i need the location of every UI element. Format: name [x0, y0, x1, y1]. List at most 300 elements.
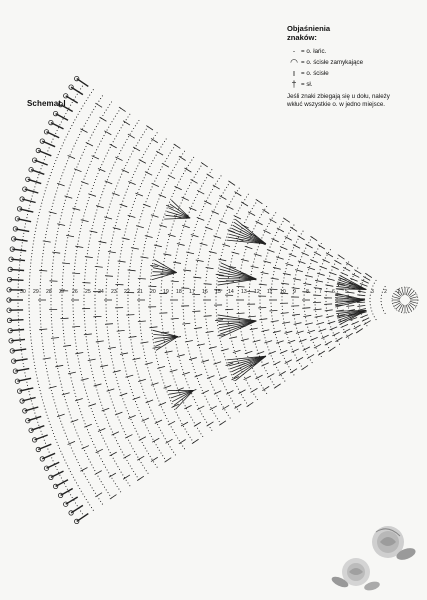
legend-title: [287, 24, 423, 42]
stitch-mark: [171, 318, 179, 319]
stitch-mark: [331, 266, 338, 269]
stitch-mark: [95, 493, 102, 497]
stitch-mark: [120, 204, 128, 207]
stitch-mark: [346, 305, 354, 306]
stitch-mark: [168, 421, 175, 425]
stitch-mark: [253, 340, 261, 342]
stitch-mark: [110, 495, 117, 499]
stitch-mark: [171, 281, 179, 282]
fan-stitch: [234, 222, 266, 244]
stitch-mark: [310, 236, 317, 240]
stitch-mark: [318, 351, 325, 355]
stitch-mark: [75, 246, 83, 247]
stitch-mark: [305, 323, 313, 325]
stitch-mark: [145, 362, 153, 364]
stitch-mark: [315, 280, 323, 282]
row-number-label: 23: [111, 289, 117, 295]
stitch-mark: [125, 435, 132, 439]
stitch-mark: [394, 303, 401, 307]
stitch-mark: [98, 169, 105, 172]
stitch-mark: [251, 388, 258, 392]
fan-stitch: [218, 315, 257, 321]
stitch-mark: [410, 297, 418, 299]
stitch-mark: [197, 217, 204, 220]
stitch-mark: [229, 337, 237, 339]
stitch-mark: [251, 266, 259, 268]
row-number-label: 4: [358, 289, 361, 295]
stitch-mark: [259, 284, 267, 285]
stitch-mark: [85, 257, 93, 258]
fan-stitch: [234, 356, 266, 378]
row-number-label: 29: [33, 289, 39, 295]
stitch-mark: [120, 353, 128, 355]
stitch-mark: [137, 456, 144, 460]
stitch-mark: [100, 117, 107, 121]
stitch-mark: [119, 107, 126, 111]
stitch-mark: [194, 328, 202, 329]
stitch-mark: [194, 422, 201, 426]
stitch-mark: [314, 309, 322, 310]
stitch-mark: [51, 337, 59, 338]
stitch-mark: [141, 342, 149, 343]
stitch-mark: [43, 358, 51, 359]
stitch-mark: [123, 454, 130, 458]
stitch-mark: [139, 437, 146, 441]
stitch-mark: [66, 235, 74, 237]
legend-item: [287, 57, 423, 68]
stitch-mark: [205, 227, 213, 230]
legend-item-text: = sł.: [301, 81, 313, 88]
stitch-mark: [283, 218, 290, 222]
stitch-mark: [72, 273, 80, 274]
stitch-mark: [354, 270, 361, 274]
stitch-mark: [165, 458, 172, 462]
stitch-mark: [271, 321, 279, 322]
row-number-label: 1: [397, 289, 400, 295]
stitch-mark: [204, 284, 212, 285]
stitch-mark: [268, 351, 275, 354]
fan-stitch: [218, 318, 257, 321]
stitch-mark: [281, 283, 289, 284]
row-number-label: 18: [176, 289, 182, 295]
stitch-mark: [247, 402, 254, 406]
legend: [287, 24, 423, 109]
arc-icon: ◠: [290, 57, 298, 67]
stitch-mark: [262, 386, 269, 390]
row-number-label: 7: [319, 289, 322, 295]
fan-stitch: [218, 279, 257, 282]
stitch-mark: [406, 287, 408, 295]
stitch-mark: [115, 412, 122, 415]
stitch-mark: [179, 440, 186, 444]
stitch-mark: [409, 294, 416, 298]
legend-note: Jeśli znaki zbiegają się u dołu, należy wkłuć wszystkie o. w jedno miejsce.: [287, 93, 390, 108]
stitch-mark: [62, 393, 70, 395]
stitch-mark: [221, 349, 229, 351]
stitch-mark: [185, 341, 193, 343]
row-number-label: 9: [293, 289, 296, 295]
stitch-mark: [294, 323, 302, 325]
stitch-mark: [354, 325, 361, 329]
stitch-mark: [128, 270, 136, 271]
roses-decoration: [328, 520, 423, 595]
stitch-mark: [301, 365, 308, 369]
stitch-mark: [248, 316, 256, 317]
stitch-mark: [82, 446, 89, 449]
stitch-mark: [154, 245, 162, 247]
stitch-mark: [365, 273, 372, 277]
stitch-mark: [81, 181, 89, 184]
stitch-mark: [95, 103, 102, 107]
stitch-mark: [186, 252, 194, 254]
stitch-mark: [133, 147, 140, 151]
stitch-mark: [143, 204, 151, 207]
legend-item: [287, 79, 423, 90]
stitch-mark: [328, 321, 336, 323]
stitch-mark: [409, 291, 415, 297]
stitch-mark: [408, 289, 412, 296]
stitch-mark: [351, 321, 358, 324]
stitch-mark: [163, 254, 171, 256]
row-number-label: 30: [20, 289, 26, 295]
stitch-mark: [207, 376, 214, 379]
stitch-mark: [282, 322, 290, 324]
stitch-mark: [157, 366, 165, 368]
stitch-mark: [206, 331, 214, 332]
stitch-mark: [273, 267, 281, 269]
row-number-label: 17: [189, 289, 195, 295]
stitch-mark: [329, 347, 336, 351]
stitch-mark: [128, 134, 135, 138]
stitch-mark: [145, 236, 153, 238]
stitch-mark: [177, 244, 185, 246]
stitch-mark: [392, 301, 400, 303]
stitch-mark: [234, 215, 241, 219]
stitch-mark: [341, 324, 348, 327]
stitch-mark: [162, 163, 169, 167]
stitch-mark: [408, 304, 412, 311]
stitch-mark: [256, 199, 263, 203]
stitch-mark: [325, 310, 333, 311]
row-number-label: 10: [280, 289, 286, 295]
stitch-mark: [219, 196, 226, 200]
legend-title-line2: znaków:: [287, 33, 317, 42]
legend-item-text: = o. łańc.: [301, 48, 327, 55]
stitch-mark: [214, 391, 221, 395]
stitch-mark: [310, 259, 317, 262]
stitch-mark: [100, 365, 108, 367]
stitch-mark: [149, 327, 157, 328]
dot-icon: ·: [292, 46, 296, 56]
stitch-mark: [89, 231, 97, 233]
stitch-mark: [152, 438, 159, 442]
stitch-mark: [237, 286, 245, 287]
row-number-label: 28: [46, 289, 52, 295]
stitch-mark: [321, 335, 328, 338]
chain-row: [183, 176, 221, 424]
row-number-label: 21: [137, 289, 143, 295]
stitch-mark: [350, 278, 357, 281]
stitch-mark: [138, 321, 146, 322]
stitch-mark: [81, 378, 89, 380]
stitch-mark: [290, 227, 297, 231]
stitch-mark: [319, 266, 326, 269]
stitch-mark: [152, 183, 159, 186]
stitch-mark: [259, 319, 267, 320]
stitch-mark: [316, 322, 324, 324]
stitch-mark: [136, 226, 144, 228]
stitch-mark: [209, 347, 217, 349]
stitch-mark: [177, 355, 185, 357]
stitch-mark: [219, 421, 226, 425]
stitch-mark: [96, 341, 104, 342]
stitch-mark: [84, 424, 91, 427]
chain-row: [194, 182, 230, 418]
stitch-mark: [55, 365, 63, 367]
stitch-mark: [95, 266, 103, 267]
row-number-label: 27: [59, 289, 65, 295]
row-number-label: 13: [241, 289, 247, 295]
stitch-mark: [118, 261, 126, 262]
stitch-mark: [273, 362, 280, 366]
stitch-mark: [267, 374, 274, 378]
chain-row: [128, 145, 175, 455]
stitch-mark: [49, 386, 57, 388]
stitch-mark: [302, 308, 310, 309]
stitch-mark: [396, 304, 402, 310]
stitch-mark: [131, 248, 139, 250]
stitch-mark: [298, 261, 306, 264]
stitch-mark: [360, 315, 367, 318]
stitch-mark: [192, 439, 199, 443]
stitch-mark: [117, 330, 125, 331]
stitch-mark: [280, 350, 287, 353]
stitch-mark: [306, 244, 313, 248]
stitch-mark: [334, 260, 341, 264]
stitch-mark: [88, 359, 96, 361]
stitch-mark: [132, 358, 140, 360]
stitch-mark: [52, 252, 60, 253]
stitch-mark: [183, 270, 191, 271]
legend-item: [287, 46, 423, 57]
stitch-mark: [62, 263, 70, 264]
stitch-mark: [257, 352, 265, 355]
short-bar-icon: ı: [292, 68, 296, 78]
stitch-mark: [310, 337, 317, 340]
stitch-mark: [296, 357, 303, 361]
stitch-mark: [292, 314, 300, 315]
stitch-mark: [245, 246, 253, 249]
stitch-mark: [49, 212, 57, 214]
stitch-mark: [99, 241, 107, 243]
chain-row: [161, 164, 203, 437]
stitch-mark: [261, 272, 269, 274]
stitch-mark: [402, 287, 404, 295]
stitch-mark: [175, 186, 182, 190]
row-number-label: 5: [345, 289, 348, 295]
stitch-mark: [129, 336, 137, 337]
stitch-mark: [213, 362, 221, 365]
stitch-mark: [137, 476, 144, 480]
legend-item-text: = o. ścisłe zamykające: [301, 59, 364, 66]
row-number-label: 19: [163, 289, 169, 295]
stitch-mark: [88, 404, 96, 407]
stitch-mark: [336, 337, 343, 341]
rose-icon: [330, 558, 381, 592]
row-number-label: 11: [267, 289, 273, 295]
row-number-label: 24: [98, 289, 104, 295]
stitch-mark: [113, 228, 121, 230]
stitch-mark: [197, 344, 205, 346]
chain-row: [370, 280, 376, 319]
stitch-mark: [201, 162, 208, 166]
fan-stitch: [156, 337, 178, 351]
stitch-mark: [184, 168, 191, 172]
row-number-label: 26: [72, 289, 78, 295]
stitch-mark: [237, 313, 245, 314]
stitch-mark: [88, 194, 96, 197]
stitch-mark: [267, 250, 275, 253]
stitch-mark: [138, 278, 146, 279]
stitch-mark: [125, 375, 133, 377]
stitch-mark: [81, 220, 89, 222]
stitch-mark: [206, 267, 214, 268]
stitch-mark: [317, 273, 325, 275]
stitch-mark: [138, 379, 146, 381]
row-number-label: 3: [371, 289, 374, 295]
stitch-mark: [261, 330, 269, 332]
stitch-mark: [213, 236, 221, 239]
stitch-mark: [269, 310, 277, 311]
stitch-mark: [241, 339, 249, 341]
stitch-mark: [75, 353, 83, 354]
stitch-mark: [173, 262, 181, 263]
stitch-mark: [174, 144, 181, 148]
stitch-mark: [193, 277, 201, 278]
stitch-mark: [357, 305, 365, 306]
stitch-mark: [72, 326, 80, 327]
stitch-mark: [392, 297, 400, 299]
stitch-mark: [263, 261, 271, 263]
stitch-mark: [43, 241, 51, 242]
stitch-mark: [402, 305, 404, 313]
stitch-mark: [338, 255, 345, 259]
rose-icon: [372, 526, 417, 562]
stitch-mark: [327, 278, 335, 280]
stitch-mark: [75, 399, 83, 401]
stitch-mark: [63, 345, 71, 346]
row-number-label: 20: [150, 289, 156, 295]
stitch-mark: [315, 316, 323, 318]
stitch-mark: [410, 301, 418, 303]
stitch-mark: [108, 347, 116, 348]
row-number-label: 15: [215, 289, 221, 295]
row-number-label: 6: [332, 289, 335, 295]
stitch-mark: [39, 270, 47, 271]
row-number-label: 25: [85, 289, 91, 295]
fan-stitch: [218, 279, 257, 285]
row-number-label: 22: [124, 289, 130, 295]
stitch-mark: [406, 305, 408, 313]
stitch-mark: [218, 259, 226, 261]
stitch-mark: [105, 276, 113, 277]
stitch-mark: [123, 121, 130, 125]
stitch-mark: [189, 358, 197, 360]
stitch-mark: [241, 259, 249, 261]
stitch-mark: [146, 126, 153, 130]
stitch-mark: [150, 265, 158, 266]
stitch-mark: [204, 316, 212, 317]
stitch-mark: [341, 272, 348, 275]
stitch-mark: [95, 471, 102, 475]
stitch-mark: [179, 156, 186, 160]
stitch-mark: [325, 285, 333, 287]
stitch-mark: [307, 354, 314, 358]
stitch-mark: [197, 406, 204, 410]
legend-title-line1: Objaśnienia: [287, 24, 331, 33]
stitch-mark: [273, 331, 281, 333]
stitch-mark: [123, 475, 130, 479]
stitch-mark: [57, 224, 65, 226]
stitch-mark: [326, 316, 334, 318]
stitch-mark: [128, 215, 136, 217]
stitch-mark: [68, 372, 76, 374]
stitch-mark: [281, 313, 289, 314]
stitch-mark: [329, 272, 337, 275]
schema-title: Schemat I: [27, 99, 66, 108]
stitch-mark: [113, 370, 121, 372]
stitch-mark: [84, 334, 92, 335]
stitch-mark: [86, 142, 93, 146]
stitch-mark: [133, 397, 141, 400]
stitch-mark: [241, 202, 248, 206]
row-number-label: 12: [254, 289, 260, 295]
stitch-mark: [108, 251, 116, 252]
stitch-mark: [96, 206, 104, 208]
stitch-mark: [356, 329, 363, 333]
stitch-mark: [298, 236, 305, 240]
stitch-mark: [274, 384, 281, 388]
stitch-mark: [39, 329, 47, 330]
stitch-mark: [122, 238, 130, 240]
legend-item: [287, 68, 423, 79]
stitch-mark: [197, 190, 204, 194]
stitch-mark: [318, 245, 325, 249]
stitch-mark: [293, 279, 301, 281]
stitch-mark: [280, 246, 287, 249]
stitch-mark: [156, 151, 163, 155]
stitch-mark: [168, 175, 175, 179]
stitch-mark: [245, 351, 253, 354]
stitch-mark: [104, 217, 112, 219]
cross-stitch-icon: †: [291, 79, 297, 89]
stitch-mark: [262, 209, 269, 213]
stitch-mark: [141, 257, 149, 258]
stitch-mark: [305, 275, 313, 277]
stitch-mark: [215, 320, 223, 321]
stitch-mark: [182, 323, 190, 324]
stitch-mark: [191, 179, 198, 183]
stitch-mark: [303, 315, 311, 316]
stitch-mark: [290, 369, 297, 373]
stitch-mark: [139, 160, 146, 164]
stitch-mark: [207, 174, 214, 178]
chain-row: [51, 102, 112, 498]
stitch-mark: [209, 251, 217, 253]
stitch-mark: [409, 303, 416, 307]
stitch-mark: [303, 283, 311, 284]
row-number-label: 16: [202, 289, 208, 295]
